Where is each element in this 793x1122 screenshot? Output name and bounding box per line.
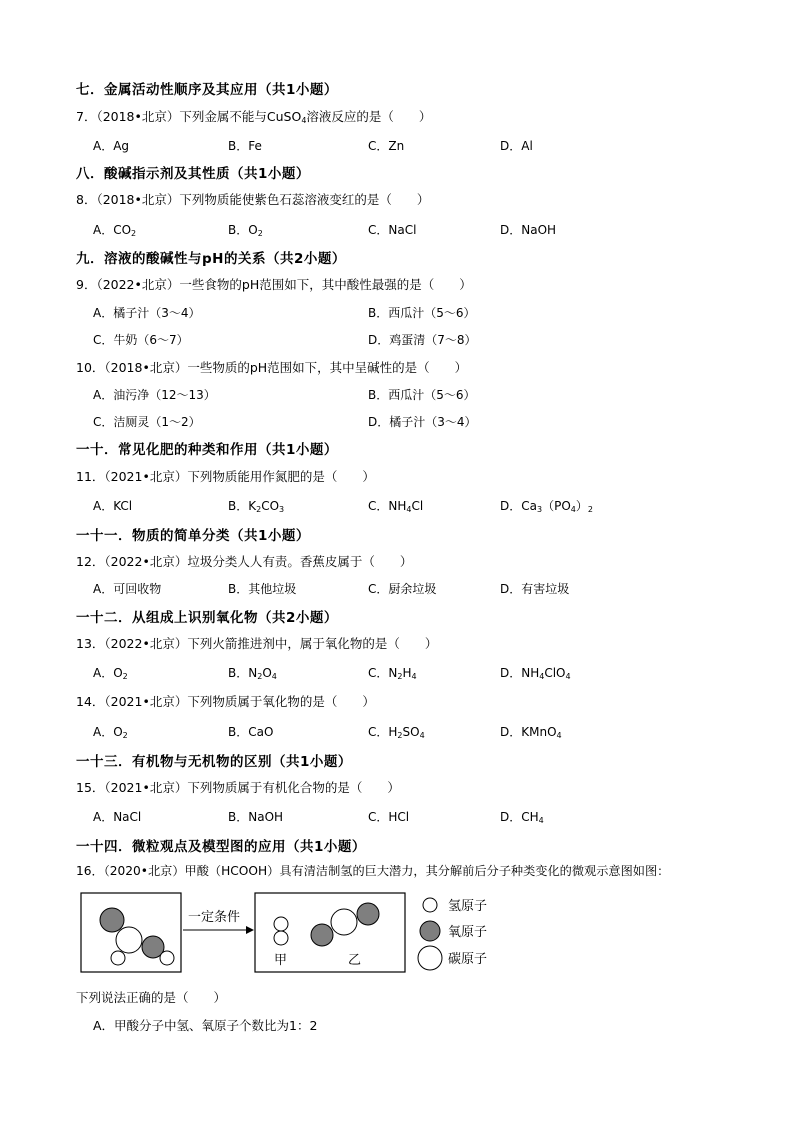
- question-15-stem: 15．（2021•北京）下列物质属于有机化合物的是（ ）: [76, 780, 400, 795]
- question-9-stem: 9．（2022•北京）一些食物的pH范围如下，其中酸性最强的是（ ）: [76, 277, 472, 292]
- section-heading-14: 一十四．微粒观点及模型图的应用（共1小题）: [76, 839, 366, 855]
- q8-option-a: A．$CO_2$: [93, 223, 137, 238]
- question-12-stem: 12．（2022•北京）垃圾分类人人有责。香蕉皮属于（ ）: [76, 554, 413, 569]
- section-heading-7: 七．金属活动性顺序及其应用（共1小题）: [76, 82, 338, 98]
- oxygen-atom: [100, 908, 124, 932]
- oxygen-atom: [357, 903, 379, 925]
- question-16-prompt: 下列说法正确的是（ ）: [76, 990, 227, 1005]
- q9-option-d: D．鸡蛋清（7～8）: [368, 333, 477, 347]
- legend-oxygen-label: 氧原子: [448, 925, 488, 940]
- q14-option-a: A．$O_2$: [93, 725, 128, 740]
- section-heading-13: 一十三．有机物与无机物的区别（共1小题）: [76, 754, 352, 770]
- q15-option-d: D．$CH_4$: [500, 810, 544, 825]
- question-16-stem: 16．（2020•北京）甲酸（HCOOH）具有清洁制氢的巨大潜力，其分解前后分子种类变化的微观示意图如图：: [76, 864, 670, 878]
- q14-option-c: C．$H_2SO_4$: [368, 725, 425, 740]
- q11-option-a: A．KCl: [93, 499, 133, 513]
- q12-option-c: C．厨余垃圾: [368, 582, 437, 596]
- question-13-stem: 13．（2022•北京）下列火箭推进剂中，属于氧化物的是（ ）: [76, 636, 438, 651]
- q10-option-d: D．橘子汁（3～4）: [368, 415, 477, 429]
- q8-option-d: D．NaOH: [500, 223, 557, 237]
- q7-option-c: C．Zn: [368, 139, 405, 153]
- q15-option-b: B．NaOH: [228, 810, 284, 824]
- molecule-diagram: [76, 885, 506, 980]
- question-7-stem: 7．（2018•北京）下列金属不能与CuSO$_4$溶液反应的是（ ）: [76, 109, 432, 125]
- q12-option-b: B．其他垃圾: [228, 582, 297, 596]
- section-heading-10: 一十．常见化肥的种类和作用（共1小题）: [76, 442, 338, 458]
- hydrogen-atom: [274, 917, 288, 931]
- section-heading-12: 一十二．从组成上识别氧化物（共2小题）: [76, 610, 338, 626]
- question-10-stem: 10．（2018•北京）一些物质的pH范围如下，其中呈碱性的是（ ）: [76, 360, 468, 375]
- oxygen-atom: [311, 924, 333, 946]
- q14-option-b: B．CaO: [228, 725, 274, 739]
- q14-option-d: D．KMnO$_4$: [500, 725, 562, 740]
- q11-option-b: B．$K_2CO_3$: [228, 499, 285, 514]
- question-14-stem: 14．（2021•北京）下列物质属于氧化物的是（ ）: [76, 694, 375, 709]
- q8-option-c: C．NaCl: [368, 223, 417, 237]
- legend-oxygen-symbol: [420, 921, 440, 941]
- legend-hydrogen-label: 氢原子: [448, 899, 488, 914]
- q9-option-c: C．牛奶（6～7）: [93, 333, 189, 347]
- legend-hydrogen-symbol: [423, 898, 437, 912]
- q10-option-c: C．洁厕灵（1～2）: [93, 415, 201, 429]
- q7-option-d: D．Al: [500, 139, 533, 153]
- q11-option-c: C．$NH_4Cl$: [368, 499, 424, 514]
- product-label-jia: 甲: [274, 953, 288, 968]
- q11-option-d: D．$Ca_3(PO_4)_2$: [500, 499, 593, 514]
- reaction-arrow-head: [246, 926, 254, 934]
- question-8-stem: 8．（2018•北京）下列物质能使紫色石蕊溶液变红的是（ ）: [76, 192, 430, 207]
- q9-option-b: B．西瓜汁（5～6）: [368, 306, 476, 320]
- q8-option-b: B．$O_2$: [228, 223, 263, 238]
- section-heading-11: 一十一．物质的简单分类（共1小题）: [76, 528, 310, 544]
- q12-option-a: A．可回收物: [93, 582, 162, 596]
- reaction-condition: 一定条件: [188, 910, 241, 925]
- question-11-stem: 11．（2021•北京）下列物质能用作氮肥的是（ ）: [76, 469, 375, 484]
- carbon-atom: [116, 927, 142, 953]
- q9-option-a: A．橘子汁（3～4）: [93, 306, 201, 320]
- hydrogen-atom: [111, 951, 125, 965]
- legend-carbon-label: 碳原子: [448, 952, 488, 967]
- q13-option-b: B．$N_2O_4$: [228, 666, 277, 681]
- q15-option-a: A．NaCl: [93, 810, 142, 824]
- q10-option-a: A．油污净（12～13）: [93, 388, 216, 402]
- q13-option-a: A．$O_2$: [93, 666, 128, 681]
- product-label-yi: 乙: [348, 953, 362, 968]
- q13-option-c: C．$N_2H_4$: [368, 666, 417, 681]
- q7-option-a: A．Ag: [93, 139, 130, 153]
- legend-carbon-symbol: [418, 946, 442, 970]
- q16-option-a: A．甲酸分子中氢、氧原子个数比为1：2: [93, 1018, 318, 1033]
- q7-option-b: B．Fe: [228, 139, 262, 153]
- q15-option-c: C．HCl: [368, 810, 410, 824]
- section-heading-9: 九．溶液的酸碱性与pH的关系（共2小题）: [76, 251, 346, 267]
- q10-option-b: B．西瓜汁（5～6）: [368, 388, 476, 402]
- section-heading-8: 八．酸碱指示剂及其性质（共1小题）: [76, 166, 310, 182]
- q13-option-d: D．$NH_4ClO_4$: [500, 666, 571, 681]
- carbon-atom: [331, 909, 357, 935]
- molecule-diagram-svg: [76, 885, 506, 980]
- q12-option-d: D．有害垃圾: [500, 582, 570, 596]
- hydrogen-atom: [274, 931, 288, 945]
- hydrogen-atom: [160, 951, 174, 965]
